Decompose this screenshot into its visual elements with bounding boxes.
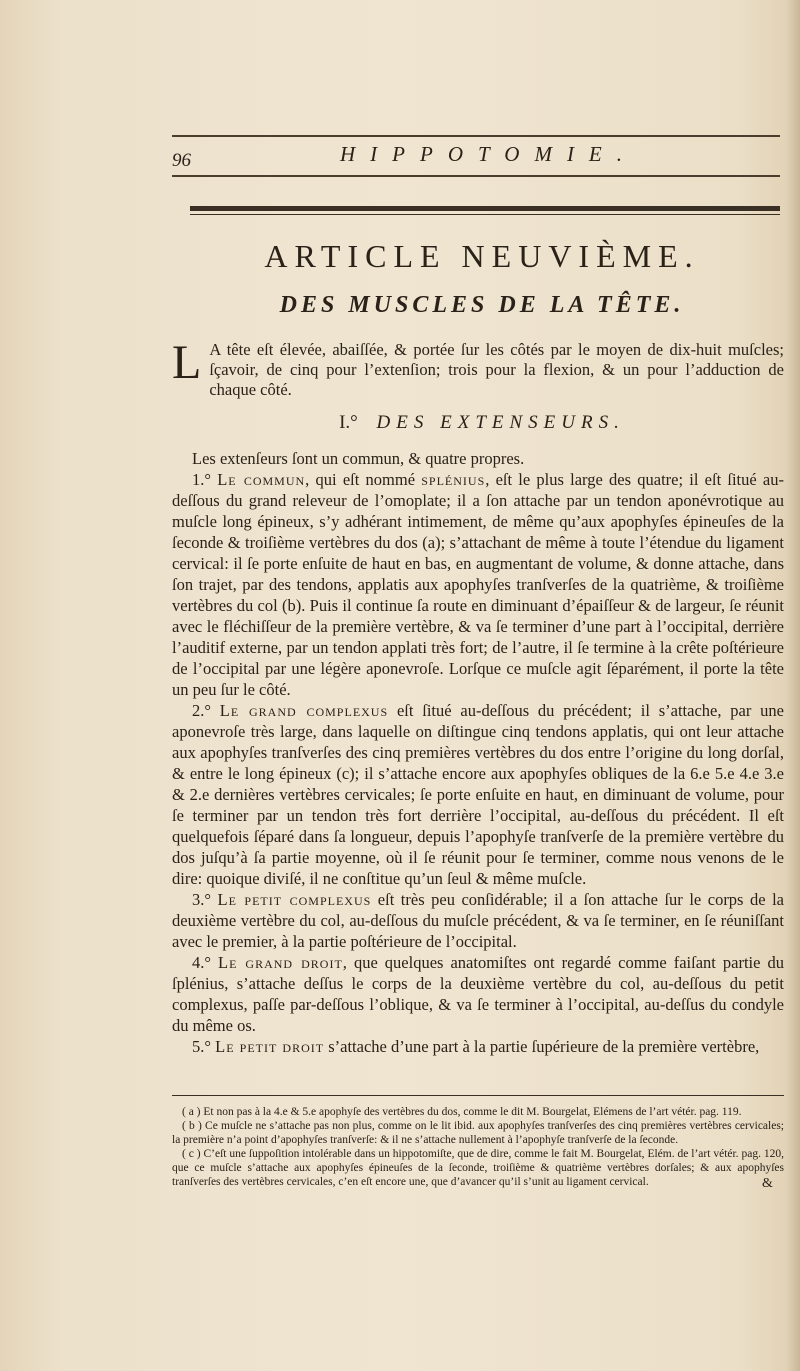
- muscle-name: Le petit complexus: [217, 890, 372, 909]
- paragraph-petit-complexus: [172, 889, 784, 952]
- header-rule-top: [172, 135, 780, 137]
- paragraph-text: Les extenſeurs ſont un commun, & quatre propres.: [192, 449, 525, 468]
- subsection-title: DES EXTENSEURS.: [376, 412, 625, 433]
- paragraph-text: , qui eſt nommé: [305, 470, 422, 489]
- paragraph-petit-droit: [172, 1036, 784, 1057]
- paragraph-text: s’attache d’une part à la partie ſupérieure de la première vertèbre,: [324, 1037, 760, 1056]
- paragraph-number: 2.°: [192, 701, 220, 720]
- article-title: ARTICLE NEUVIÈME.: [264, 238, 700, 274]
- paragraph-splenius: [172, 469, 784, 700]
- paragraph-number: 1.°: [192, 470, 218, 489]
- intro-paragraph: [172, 336, 784, 400]
- footnote-c: ( c ) C’eſt une ſuppoſition intolérable dans un hippotomiſte, que de dire, comme le fait M. Bourgelat, Elém. de l’art vétér. pag. 120, que ce muſcle s’attache aux apophyſes épineuſes de la ſeconde, troiſième & quatrième vertèbres dorſales; & aux apophyſes tranſverſes des vertèbres cervicales, c’en eſt encore une, que d’avancer qu’il s’unit au ligament cervical.: [172, 1148, 784, 1188]
- page-edge-shadow: [786, 0, 800, 1371]
- paragraph-text: , eſt le plus large des quatre; il eſt ſitué au-deſſous du grand releveur de l’omoplate; il a ſon attache par un tendon aponévrotique au muſcle long épineux, s’y adhérant intimement, de même qu’aux apophyſes épineuſes de la ſeconde & troiſième vertèbres du dos (a); s’attachant de même à toute l’étendue du ligament cervical: il ſe porte enſuite de haut en bas, en augmentant de volume, & donne attache, dans ſon trajet, par des tendons, applatis aux apophyſes tranſverſes de la quatrième, & troiſième vertèbres du col (b). Puis il continue ſa route en diminuant d’épaiſſeur & de largeur, ſe réunit avec le fléchiſſeur de la première vertèbre, & va ſe terminer d’une part à l’occipital, derrière l’auditif externe, par un tendon applati très fort; de l’autre, il ſe termine à la crête poſtérieure de l’occipital par une légère aponevroſe. Lorſque ce muſcle agit ſéparément, il porte la tête un peu ſur le côté.: [172, 470, 784, 699]
- catchword: &: [762, 1176, 773, 1191]
- muscle-name: Le grand droit: [218, 953, 343, 972]
- drop-cap: L: [172, 336, 202, 389]
- paragraph-grand-complexus: [172, 700, 784, 889]
- running-head: HIPPOTOMIE.: [340, 142, 638, 166]
- header-rule-bottom: [172, 175, 780, 177]
- paragraph-number: 3.°: [192, 890, 218, 909]
- intro-text: A tête eſt élevée, abaiſſée, & portée ſur les côtés par le moyen de dix-huit muſcles; ſçavoir, de cinq pour l’extenſion; trois pour la flexion, & un pour l’adduction de chaque côté.: [209, 340, 784, 399]
- muscle-name: Le petit droit: [215, 1037, 325, 1056]
- paragraph-text: , que quelques anatomiſtes ont regardé comme faiſant partie du ſplénius, s’attache deſſus le corps de la deuxième vertèbre du col, au-deſſous du petit complexus, paſſe par-deſſous l’oblique, & va ſe terminer à l’occipital, au-deſſus du condyle du même os.: [172, 953, 784, 1035]
- muscle-name: Le commun: [217, 470, 306, 489]
- ornamental-rule: [190, 206, 780, 211]
- section-title: DES MUSCLES DE LA TÊTE.: [279, 292, 685, 318]
- muscle-name: Le grand complexus: [219, 701, 389, 720]
- paragraph-number: 4.°: [192, 953, 218, 972]
- paragraph-number: 5.°: [192, 1037, 216, 1056]
- footnotes: [172, 1105, 784, 1189]
- subsection-number: I.°: [339, 412, 358, 433]
- paragraph-grand-droit: [172, 952, 784, 1036]
- page-number: 96: [172, 150, 191, 171]
- ornamental-rule-thin: [190, 214, 780, 215]
- body-text: [172, 448, 784, 1057]
- paragraph-intro: [172, 448, 784, 469]
- muscle-name: splénius: [421, 470, 486, 489]
- footnote-a: ( a ) Et non pas à la 4.e & 5.e apophyſe des vertèbres du dos, comme le dit M. Bourgelat, Elémens de l’art vétér. pag. 119.: [182, 1106, 742, 1118]
- footnote-rule: [172, 1095, 784, 1096]
- paragraph-text: eſt ſitué au-deſſous du précédent; il s’attache, par une aponevroſe très large, dans laquelle on diſtingue cinq tendons applatis, qui ont leur attache aux apophyſes tranſverſes des cinq premières vertèbres du dos entre l’origine du long dorſal, & entre le long épineux (c); il s’attache encore aux apophyſes obliques de la 6.e 5.e 4.e 3.e & 2.e dernières vertèbres cervicales; ſe porte enſuite en haut, en diminuant de volume, pour ſe terminer par un tendon très fort derrière l’occipital, au-deſſous du précédent. Il eſt quelquefois ſéparé dans ſa longueur, depuis l’apophyſe tranſverſe de la première vertèbre du dos juſqu’à ſa partie moyenne, où il ſe réunit pour ſe terminer, comme nous venons de le dire: quoique diviſé, il ne conſtitue qu’un ſeul & même muſcle.: [172, 701, 784, 888]
- subsection-heading: [172, 412, 792, 434]
- paragraph-text: eſt très peu conſidérable; il a ſon attache ſur le corps de la deuxième vertèbre du col, au-deſſous du muſcle précédent, & va ſe terminer, en ſe réuniſſant avec le premier, à la partie poſtérieure de l’occipital.: [172, 890, 784, 951]
- footnote-b: ( b ) Ce muſcle ne s’attache pas non plus, comme on le lit ibid. aux apophyſes tranſverſes des cinq premières vertèbres cervicales; la première n’a point d’apophyſes tranſverſe: & il ne s’attache nullement à l’apophyſe tranſverſe de la ſeconde.: [172, 1120, 784, 1146]
